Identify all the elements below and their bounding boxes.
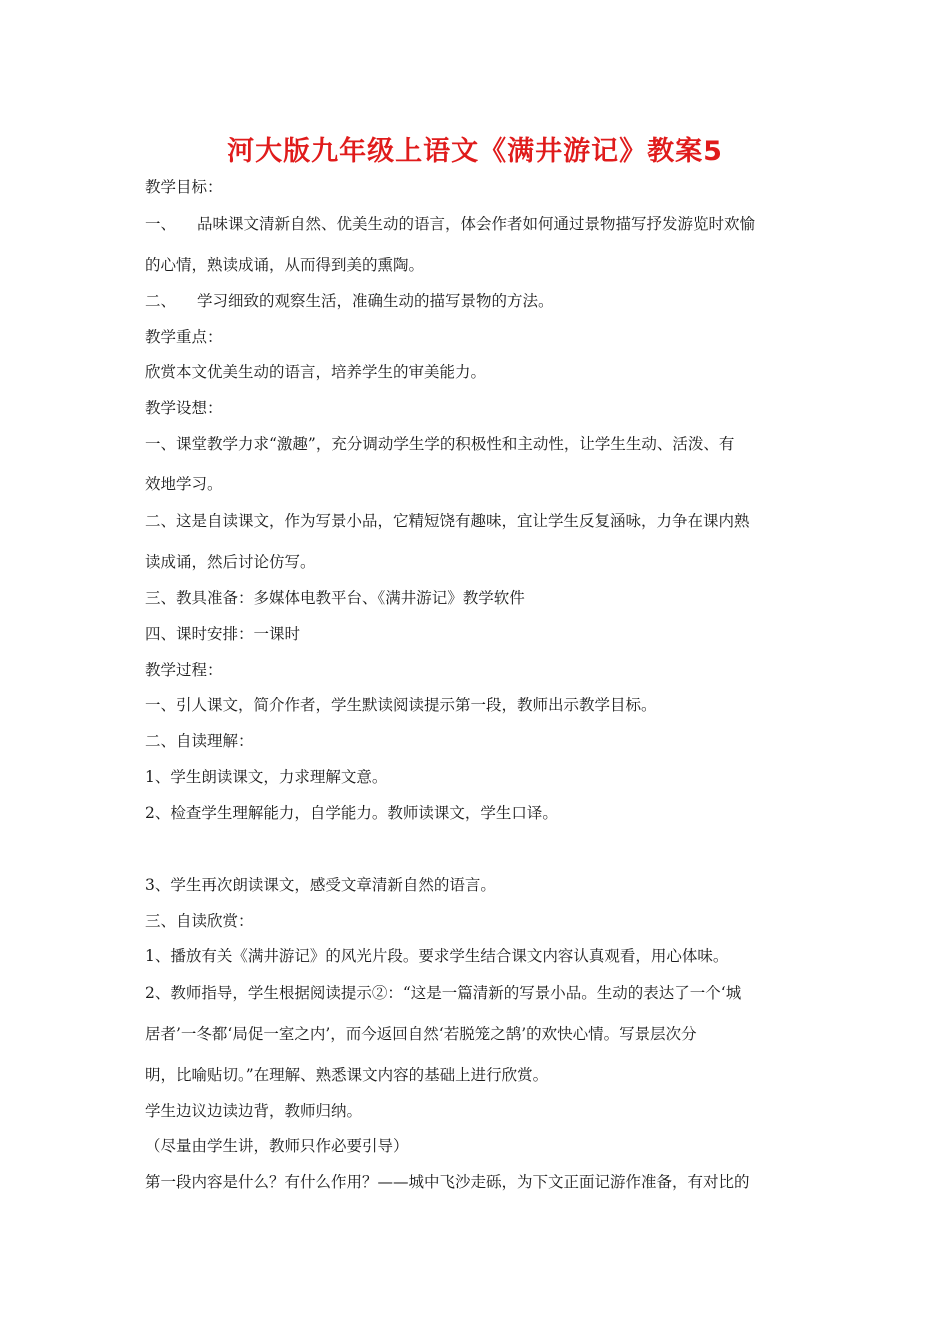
objective-item-2 bbox=[145, 291, 815, 311]
section-heading-design: 教学设想： bbox=[145, 399, 223, 417]
section-heading-objectives: 教学目标： bbox=[145, 178, 223, 196]
paragraph-line: 3、学生再次朗读课文，感受文章清新自然的语言。 bbox=[145, 876, 496, 894]
paragraph-line: （尽量由学生讲，教师只作必要引导） bbox=[145, 1137, 409, 1155]
paragraph-line: 明，比喻贴切。”在理解、熟悉课文内容的基础上进行欣赏。 bbox=[145, 1066, 549, 1084]
objective-number-1: 一、 bbox=[145, 215, 177, 233]
paragraph-line: 1、学生朗读课文，力求理解文意。 bbox=[145, 768, 388, 786]
paragraph-line: 二、自读理解： bbox=[145, 732, 254, 750]
paragraph-line: 第一段内容是什么？有什么作用？——城中飞沙走砾，为下文正面记游作准备，有对比的 bbox=[145, 1173, 750, 1191]
paragraph-line: 三、教具准备：多媒体电教平台、《满井游记》教学软件 bbox=[145, 589, 525, 607]
objective-text-1: 品味课文清新自然、优美生动的语言，体会作者如何通过景物描写抒发游览时欢愉 bbox=[197, 215, 756, 233]
objective-number-2: 二、 bbox=[145, 292, 177, 310]
paragraph-line: 二、这是自读课文，作为写景小品，它精短饶有趣味，宜让学生反复涵咏，力争在课内熟 bbox=[145, 512, 750, 530]
paragraph-line: 2、检查学生理解能力，自学能力。教师读课文，学生口译。 bbox=[145, 804, 558, 822]
paragraph-line: 1、播放有关《满井游记》的风光片段。要求学生结合课文内容认真观看，用心体味。 bbox=[145, 947, 729, 965]
paragraph-line: 学生边议边读边背，教师归纳。 bbox=[145, 1102, 363, 1120]
paragraph-line: 欣赏本文优美生动的语言，培养学生的审美能力。 bbox=[145, 363, 487, 381]
paragraph-line: 读成诵，然后讨论仿写。 bbox=[145, 553, 316, 571]
paragraph-line: 一、引人课文，简介作者，学生默读阅读提示第一段，教师出示教学目标。 bbox=[145, 696, 657, 714]
paragraph-line: 2、教师指导，学生根据阅读提示②：“这是一篇清新的写景小品。生动的表达了一个‘城 bbox=[145, 984, 742, 1002]
section-heading-key-points: 教学重点： bbox=[145, 328, 223, 346]
paragraph-line: 居者’一冬都‘局促一室之内’，而今返回自然‘若脱笼之鹄’的欢快心情。写景层次分 bbox=[145, 1025, 697, 1043]
paragraph-line: 四、课时安排：一课时 bbox=[145, 625, 301, 643]
paragraph-line: 三、自读欣赏： bbox=[145, 912, 254, 930]
paragraph-line: 的心情，熟读成诵，从而得到美的熏陶。 bbox=[145, 256, 425, 274]
paragraph-line: 一、课堂教学力求“激趣”，充分调动学生学的积极性和主动性，让学生生动、活泼、有 bbox=[145, 435, 735, 453]
section-heading-process: 教学过程： bbox=[145, 661, 223, 679]
objective-text-2: 学习细致的观察生活，准确生动的描写景物的方法。 bbox=[197, 292, 554, 310]
objective-item-1 bbox=[145, 214, 815, 234]
document-title: 河大版九年级上语文《满井游记》教案5 bbox=[227, 136, 723, 167]
paragraph-line: 效地学习。 bbox=[145, 475, 223, 493]
